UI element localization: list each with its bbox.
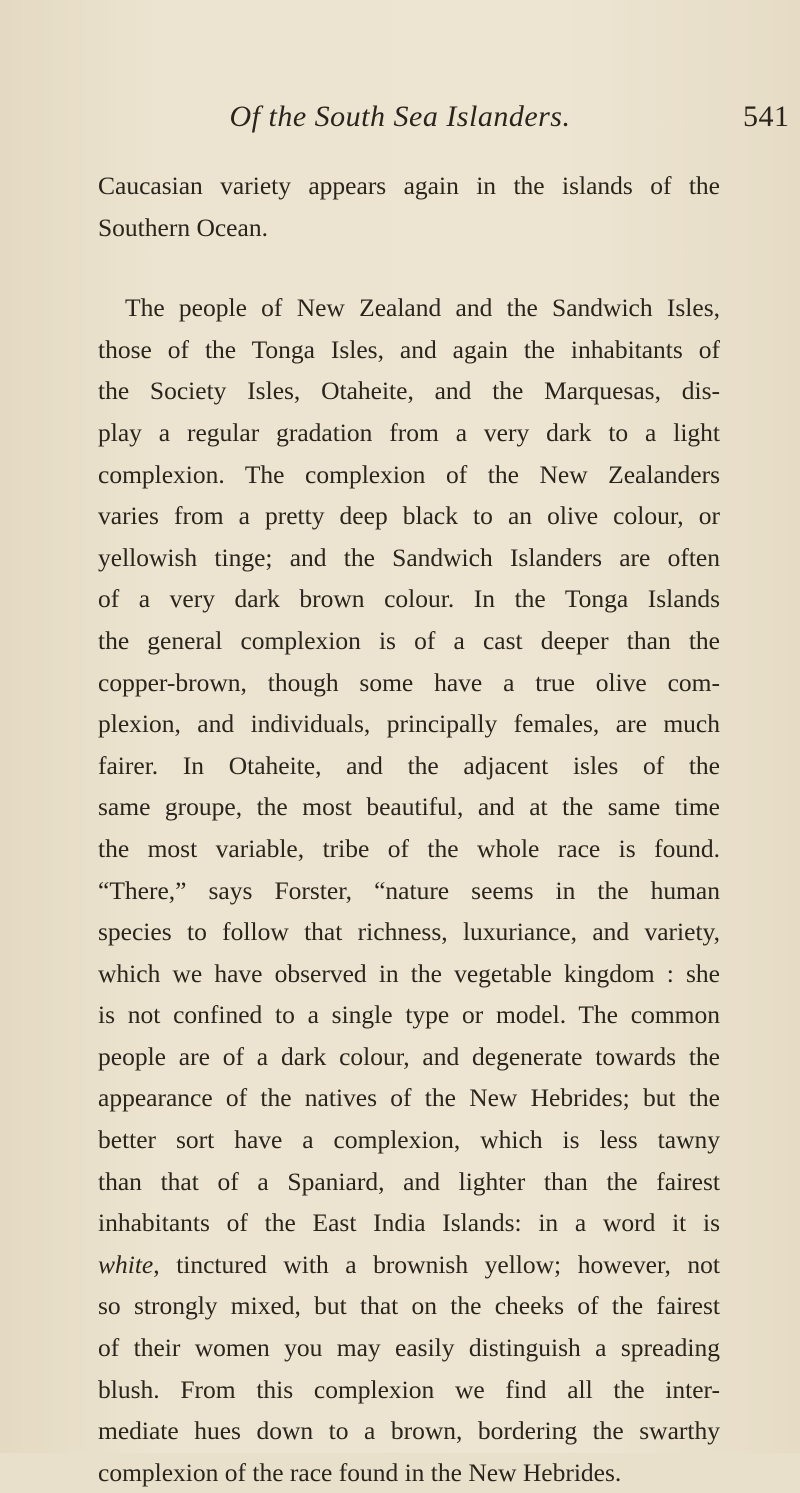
running-title: Of the South Sea Islanders. <box>229 100 571 133</box>
text-line: inhabitants of the East India Islands: in a word it is <box>98 1208 720 1238</box>
text-line: white, tinctured with a brownish yellow; however, not <box>98 1249 720 1279</box>
text-line: blush. From this complexion we find all the inter- <box>98 1374 720 1404</box>
text-line: plexion, and individuals, principally females, are much <box>98 709 720 739</box>
text-line: Southern Ocean. <box>98 212 268 242</box>
text-line: varies from a pretty deep black to an olive colour, or <box>98 501 720 531</box>
text-line: Caucasian variety appears again in the islands of the <box>98 171 720 200</box>
text-line: than that of a Spaniard, and lighter than the fairest <box>98 1166 720 1196</box>
paragraph-2 <box>98 287 720 1493</box>
text-line: the general complexion is of a cast deeper than the <box>98 625 720 655</box>
text-line: is not confined to a single type or model. The common <box>98 1000 720 1030</box>
text-line: yellowish tinge; and the Sandwich Islanders are often <box>98 542 720 572</box>
text-line: “There,” says Forster, “nature seems in the human <box>98 875 720 905</box>
text-line: so strongly mixed, but that on the cheeks of the fairest <box>98 1291 720 1321</box>
text-line: better sort have a complexion, which is less tawny <box>98 1125 720 1155</box>
text-line: same groupe, the most beautiful, and at the same time <box>98 792 720 822</box>
text-line: The people of New Zealand and the Sandwich Isles, <box>125 293 720 323</box>
text-line: complexion. The complexion of the New Zealanders <box>98 459 720 489</box>
text-line: appearance of the natives of the New Hebrides; but the <box>98 1083 720 1113</box>
text-line: the most variable, tribe of the whole race is found. <box>98 833 720 863</box>
text-line: fairer. In Otaheite, and the adjacent isles of the <box>98 750 720 780</box>
body-text <box>98 165 720 1493</box>
text-line: complexion of the race found in the New Hebrides. <box>98 1457 622 1487</box>
text-line: the Society Isles, Otaheite, and the Marquesas, dis- <box>98 376 720 406</box>
running-header <box>152 99 790 135</box>
text-line: those of the Tonga Isles, and again the inhabitants of <box>98 334 720 364</box>
text-line: copper-brown, though some have a true olive com- <box>98 667 720 697</box>
text-line: people are of a dark colour, and degenerate towards the <box>98 1041 720 1071</box>
text-line: play a regular gradation from a very dark to a light <box>98 417 720 447</box>
text-line: which we have observed in the vegetable kingdom : she <box>98 958 720 988</box>
text-line: of their women you may easily distinguish a spreading <box>98 1333 720 1363</box>
text-line: species to follow that richness, luxuriance, and variety, <box>98 917 720 947</box>
text-line: mediate hues down to a brown, bordering the swarthy <box>98 1416 720 1446</box>
text-line: of a very dark brown colour. In the Tonga Islands <box>98 584 720 614</box>
paragraph-1 <box>98 165 720 248</box>
page-number: 541 <box>743 100 790 133</box>
